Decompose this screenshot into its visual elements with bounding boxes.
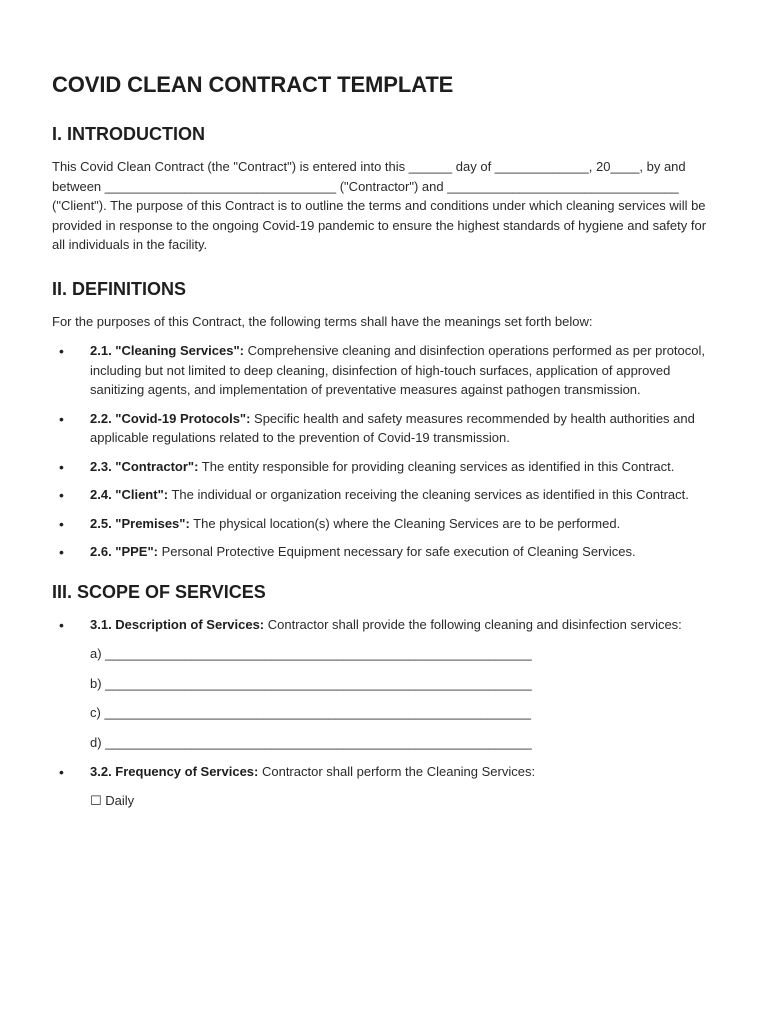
bullet-icon: • bbox=[59, 764, 64, 780]
definition-text: The entity responsible for providing cleaning services as identified in this Contract. bbox=[198, 458, 675, 474]
definition-item bbox=[52, 542, 710, 562]
definition-term: 2.6. "PPE": bbox=[90, 544, 158, 559]
scope-item-frequency bbox=[52, 762, 710, 782]
definition-term: 2.1. "Cleaning Services": bbox=[90, 343, 244, 358]
definition-text: The individual or organization receiving the cleaning services as identified in this Contract. bbox=[168, 487, 689, 502]
bullet-icon: • bbox=[59, 410, 64, 427]
scope-text: Contractor shall perform the Cleaning Services: bbox=[258, 764, 536, 779]
scope-list bbox=[52, 615, 710, 635]
definition-item bbox=[52, 341, 710, 400]
service-blank-c[interactable]: c) ___________________________________________________________ bbox=[90, 705, 532, 720]
definition-term: 2.2. "Covid-19 Protocols": bbox=[90, 410, 251, 426]
bullet-icon: • bbox=[59, 544, 64, 560]
definition-item bbox=[52, 485, 710, 505]
definition-text: Personal Protective Equipment necessary for safe execution of Cleaning Services. bbox=[157, 544, 636, 559]
definition-text: The physical location(s) where the Cleaning Services are to be performed. bbox=[189, 515, 621, 531]
introduction-paragraph: This Covid Clean Contract (the "Contract") is entered into this ______ day of _____________, 20____, by and between ________________________________ ("Contractor") and ________________________________ ("Client"). The purpose of this Contract is to outline the terms and conditions under which cleaning services will be provided in response to the ongoing Covid-19 pandemic to ensure the highest standards of hygiene and safety for all individuals in the facility. bbox=[52, 159, 707, 252]
scope-term: 3.1. Description of Services: bbox=[90, 616, 265, 632]
scope-text: Contractor shall provide the following cleaning and disinfection services: bbox=[264, 616, 682, 632]
introduction-heading: I. INTRODUCTION bbox=[52, 124, 205, 144]
definition-item bbox=[52, 514, 710, 534]
service-blank-b[interactable]: b) ___________________________________________________________ bbox=[90, 675, 532, 691]
definition-text: Specific health and safety measures recommended by health authorities and applicable regulations related to the prevention of Covid-19 transmission. bbox=[90, 410, 695, 445]
service-blank-a[interactable]: a) ___________________________________________________________ bbox=[90, 646, 532, 661]
service-blanks bbox=[52, 644, 710, 752]
frequency-option-daily[interactable]: ☐ Daily bbox=[90, 792, 135, 808]
definition-term: 2.4. "Client": bbox=[90, 487, 169, 502]
scope-list-frequency bbox=[52, 762, 710, 782]
bullet-icon: • bbox=[59, 616, 64, 633]
definition-item bbox=[52, 409, 710, 448]
scope-term: 3.2. Frequency of Services: bbox=[90, 764, 259, 779]
bullet-icon: • bbox=[59, 515, 64, 532]
definition-text: Comprehensive cleaning and disinfection operations performed as per protocol, including but not limited to deep cleaning, disinfection of high-touch surfaces, application of approved sanitizing agents, and implementation of preventative measures against pathogen transmission. bbox=[90, 343, 705, 397]
scope-heading: III. SCOPE OF SERVICES bbox=[52, 581, 266, 602]
scope-item-description bbox=[52, 615, 710, 635]
document-title: COVID CLEAN CONTRACT TEMPLATE bbox=[52, 72, 454, 97]
service-blank-d[interactable]: d) ___________________________________________________________ bbox=[90, 734, 532, 750]
scope-section bbox=[52, 582, 710, 811]
definitions-list bbox=[52, 341, 710, 562]
introduction-section bbox=[52, 124, 710, 255]
bullet-icon: • bbox=[59, 458, 64, 475]
definitions-heading: II. DEFINITIONS bbox=[52, 278, 187, 299]
definition-term: 2.5. "Premises": bbox=[90, 515, 190, 531]
definition-term: 2.3. "Contractor": bbox=[90, 458, 199, 474]
bullet-icon: • bbox=[59, 487, 64, 503]
definitions-section bbox=[52, 279, 710, 562]
definition-item bbox=[52, 457, 710, 477]
bullet-icon: • bbox=[59, 343, 64, 359]
definitions-intro: For the purposes of this Contract, the following terms shall have the meanings set forth below: bbox=[52, 313, 593, 329]
